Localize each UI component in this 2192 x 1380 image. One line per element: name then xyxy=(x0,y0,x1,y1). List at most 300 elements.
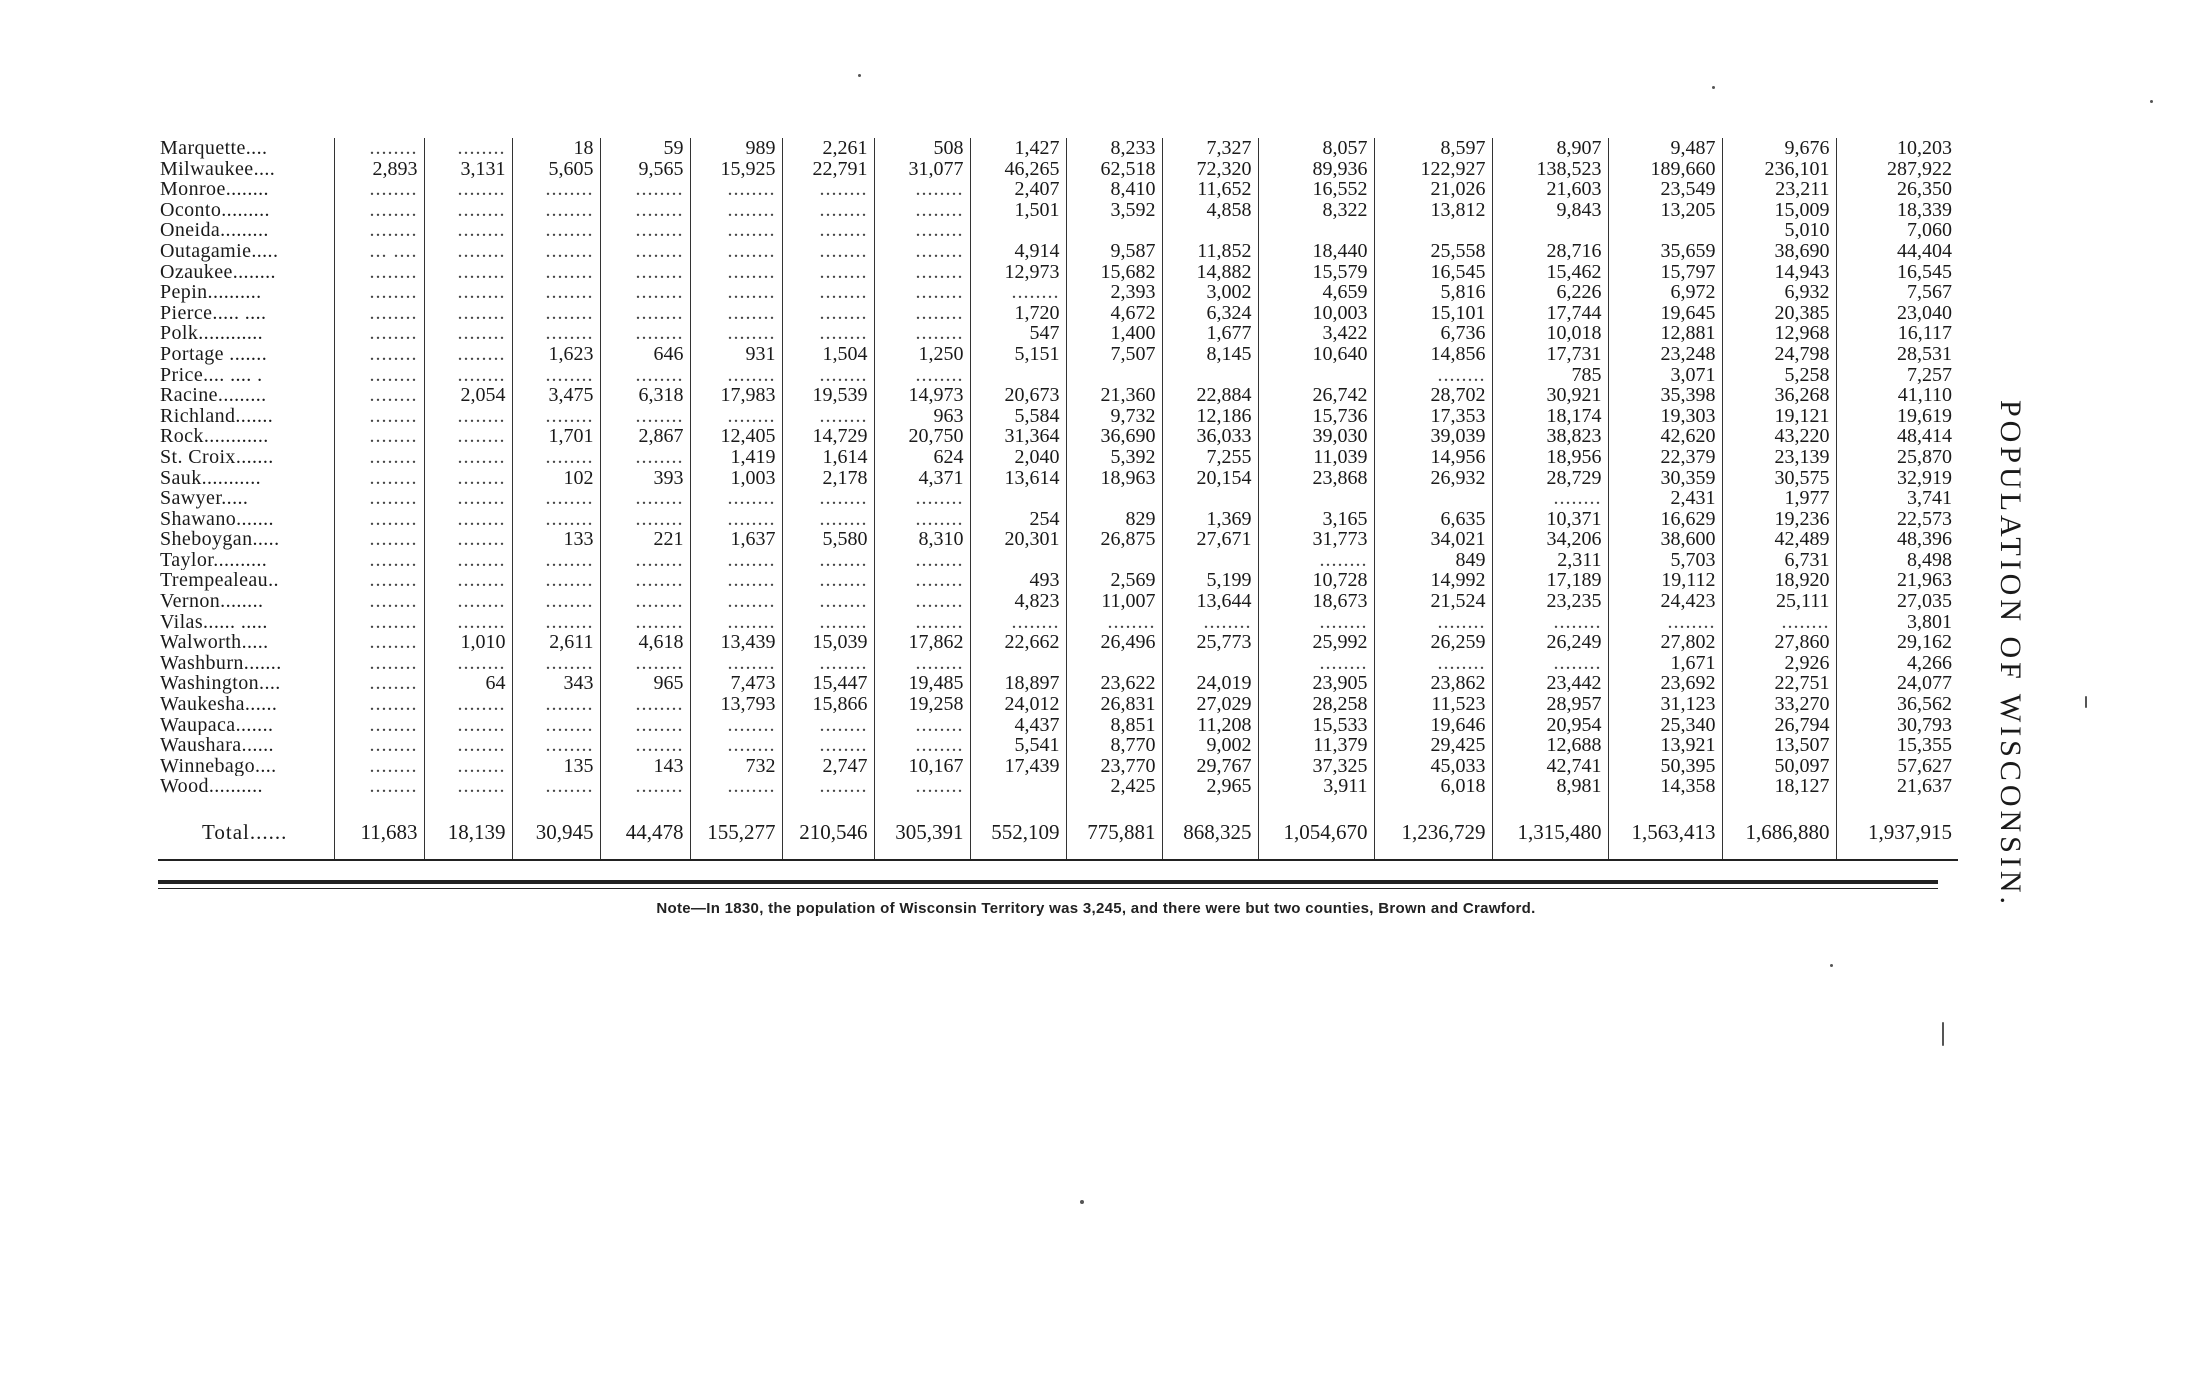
spacer-cell xyxy=(600,797,690,805)
scan-speck xyxy=(1942,1022,1944,1046)
population-cell: ........ xyxy=(334,447,424,468)
population-cell: 35,398 xyxy=(1608,385,1722,406)
population-cell: 12,973 xyxy=(970,262,1066,283)
population-cell: ........ xyxy=(874,179,970,200)
population-cell: 2,311 xyxy=(1492,550,1608,571)
population-cell: ........ xyxy=(874,550,970,571)
county-name: Ozaukee........ xyxy=(160,261,276,283)
population-cell: 13,921 xyxy=(1608,735,1722,756)
population-cell: 1,677 xyxy=(1162,323,1258,344)
population-cell: ........ xyxy=(512,694,600,715)
population-cell: 2,407 xyxy=(970,179,1066,200)
population-cell: 5,584 xyxy=(970,406,1066,427)
population-cell: 19,112 xyxy=(1608,570,1722,591)
population-cell: 18,174 xyxy=(1492,406,1608,427)
table-bottom-rule-thick xyxy=(158,880,1938,884)
population-cell: 2,261 xyxy=(782,138,874,159)
population-cell: 23,139 xyxy=(1722,447,1836,468)
population-cell: 33,270 xyxy=(1722,694,1836,715)
county-name: Waukesha...... xyxy=(160,694,278,715)
population-cell: 189,660 xyxy=(1608,159,1722,180)
population-cell: ........ xyxy=(424,303,512,324)
population-cell: ........ xyxy=(600,509,690,530)
population-cell: ........ xyxy=(424,282,512,303)
population-cell: ........ xyxy=(424,138,512,159)
population-cell: 221 xyxy=(600,529,690,550)
population-cell: ........ xyxy=(874,323,970,344)
table-row xyxy=(158,673,1958,694)
population-cell: 26,794 xyxy=(1722,715,1836,736)
table-row xyxy=(158,323,1958,344)
population-cell xyxy=(1258,488,1374,509)
table-row xyxy=(158,591,1958,612)
population-cell: ........ xyxy=(874,282,970,303)
population-cell: ........ xyxy=(600,735,690,756)
population-cell: 5,258 xyxy=(1722,365,1836,386)
population-cell: ........ xyxy=(512,200,600,221)
population-cell: ........ xyxy=(782,406,874,427)
population-cell: 21,360 xyxy=(1066,385,1162,406)
population-cell: ........ xyxy=(424,509,512,530)
population-cell: 6,018 xyxy=(1374,776,1492,797)
population-cell: ........ xyxy=(1374,612,1492,633)
population-cell: ........ xyxy=(782,550,874,571)
table-row xyxy=(158,468,1958,489)
population-cell: 26,875 xyxy=(1066,529,1162,550)
population-cell: 23,692 xyxy=(1608,673,1722,694)
population-cell: 2,569 xyxy=(1066,570,1162,591)
population-cell: ........ xyxy=(334,591,424,612)
population-cell: 5,605 xyxy=(512,159,600,180)
county-name: Trempealeau.. xyxy=(160,570,279,592)
population-cell: 7,473 xyxy=(690,673,782,694)
footnote: Note—In 1830, the population of Wisconsin Territory was 3,245, and there were but two counties, Brown and Crawford. xyxy=(656,900,1536,917)
population-cell: 18,127 xyxy=(1722,776,1836,797)
population-cell: 23,862 xyxy=(1374,673,1492,694)
population-cell: 2,425 xyxy=(1066,776,1162,797)
population-cell: 23,770 xyxy=(1066,756,1162,777)
population-cell: 8,907 xyxy=(1492,138,1608,159)
total-cell: 1,937,915 xyxy=(1836,805,1958,860)
population-cell: 7,060 xyxy=(1836,220,1958,241)
population-cell: ........ xyxy=(1722,612,1836,633)
population-cell: 965 xyxy=(600,673,690,694)
population-cell: 11,039 xyxy=(1258,447,1374,468)
population-cell xyxy=(1066,220,1162,241)
population-cell: 62,518 xyxy=(1066,159,1162,180)
population-cell: 1,369 xyxy=(1162,509,1258,530)
population-cell: ........ xyxy=(334,715,424,736)
population-cell: 30,359 xyxy=(1608,468,1722,489)
population-cell: ........ xyxy=(512,550,600,571)
population-cell: 28,957 xyxy=(1492,694,1608,715)
population-cell: 4,371 xyxy=(874,468,970,489)
population-cell: ........ xyxy=(1374,365,1492,386)
population-cell: ........ xyxy=(690,591,782,612)
population-cell: ........ xyxy=(600,653,690,674)
population-cell: 44,404 xyxy=(1836,241,1958,262)
population-cell: 15,579 xyxy=(1258,262,1374,283)
population-cell: 1,720 xyxy=(970,303,1066,324)
population-cell: ........ xyxy=(690,612,782,633)
population-cell: 13,812 xyxy=(1374,200,1492,221)
county-name: Walworth..... xyxy=(160,632,269,653)
population-cell: 6,318 xyxy=(600,385,690,406)
population-cell: ........ xyxy=(424,653,512,674)
population-cell: ........ xyxy=(512,323,600,344)
population-table xyxy=(158,138,1958,861)
population-cell xyxy=(1608,220,1722,241)
spacer-cell xyxy=(690,797,782,805)
population-cell: 8,597 xyxy=(1374,138,1492,159)
population-cell: 1,614 xyxy=(782,447,874,468)
population-cell: ........ xyxy=(512,570,600,591)
population-cell: 7,567 xyxy=(1836,282,1958,303)
population-cell: 15,533 xyxy=(1258,715,1374,736)
table-row xyxy=(158,570,1958,591)
county-name: Taylor.......... xyxy=(160,549,268,571)
population-cell: ........ xyxy=(600,715,690,736)
total-label: Total...... xyxy=(158,805,334,860)
population-cell: ........ xyxy=(334,385,424,406)
population-cell: 785 xyxy=(1492,365,1608,386)
population-cell: ........ xyxy=(690,303,782,324)
population-cell: 10,167 xyxy=(874,756,970,777)
population-cell: ........ xyxy=(424,179,512,200)
population-cell: ........ xyxy=(424,323,512,344)
population-cell: 122,927 xyxy=(1374,159,1492,180)
population-cell: 15,866 xyxy=(782,694,874,715)
population-cell: 36,033 xyxy=(1162,426,1258,447)
county-name: Waupaca....... xyxy=(160,714,274,736)
population-cell: 46,265 xyxy=(970,159,1066,180)
population-cell: 2,040 xyxy=(970,447,1066,468)
population-cell: ........ xyxy=(782,241,874,262)
population-cell: 8,057 xyxy=(1258,138,1374,159)
population-cell: ........ xyxy=(334,488,424,509)
spacer-cell xyxy=(970,797,1066,805)
population-cell: 26,496 xyxy=(1066,632,1162,653)
population-cell: ........ xyxy=(334,776,424,797)
population-cell: 3,422 xyxy=(1258,323,1374,344)
population-cell: 5,010 xyxy=(1722,220,1836,241)
population-cell: ........ xyxy=(334,138,424,159)
total-cell: 210,546 xyxy=(782,805,874,860)
population-cell: ........ xyxy=(1258,550,1374,571)
table-row xyxy=(158,159,1958,180)
population-cell: 15,447 xyxy=(782,673,874,694)
population-cell: 13,793 xyxy=(690,694,782,715)
population-cell: 12,405 xyxy=(690,426,782,447)
county-name: Portage ....... xyxy=(160,343,268,365)
county-name: Oconto......... xyxy=(160,199,270,221)
population-cell: 36,268 xyxy=(1722,385,1836,406)
population-cell: 24,019 xyxy=(1162,673,1258,694)
population-cell: 23,868 xyxy=(1258,468,1374,489)
population-cell: 22,791 xyxy=(782,159,874,180)
population-cell: 41,110 xyxy=(1836,385,1958,406)
population-cell: ........ xyxy=(334,323,424,344)
table-row xyxy=(158,632,1958,653)
running-head-text: POPULATION OF WISCONSIN. xyxy=(1994,400,2027,908)
total-cell: 44,478 xyxy=(600,805,690,860)
population-cell: ........ xyxy=(512,303,600,324)
spacer-cell xyxy=(1836,797,1958,805)
population-cell xyxy=(1162,220,1258,241)
population-cell: 8,981 xyxy=(1492,776,1608,797)
population-cell: 1,701 xyxy=(512,426,600,447)
population-cell: 18,339 xyxy=(1836,200,1958,221)
population-cell: 6,736 xyxy=(1374,323,1492,344)
population-cell: 16,552 xyxy=(1258,179,1374,200)
population-cell: 15,462 xyxy=(1492,262,1608,283)
population-cell: ........ xyxy=(334,344,424,365)
population-cell: 34,206 xyxy=(1492,529,1608,550)
population-cell: 9,843 xyxy=(1492,200,1608,221)
population-cell: 17,353 xyxy=(1374,406,1492,427)
population-cell: ........ xyxy=(334,612,424,633)
population-cell: 393 xyxy=(600,468,690,489)
county-name: Polk............ xyxy=(160,323,264,344)
population-cell: 18,920 xyxy=(1722,570,1836,591)
population-cell: 20,154 xyxy=(1162,468,1258,489)
population-cell: 18,956 xyxy=(1492,447,1608,468)
population-cell: 14,943 xyxy=(1722,262,1836,283)
population-cell: 5,816 xyxy=(1374,282,1492,303)
population-cell: 547 xyxy=(970,323,1066,344)
population-cell: 18,963 xyxy=(1066,468,1162,489)
spacer-cell xyxy=(1374,797,1492,805)
population-cell: 4,914 xyxy=(970,241,1066,262)
population-cell: 18,897 xyxy=(970,673,1066,694)
population-cell: 493 xyxy=(970,570,1066,591)
county-name: Wood.......... xyxy=(160,776,263,797)
population-cell: ........ xyxy=(782,179,874,200)
population-cell: ........ xyxy=(690,262,782,283)
population-cell: 3,741 xyxy=(1836,488,1958,509)
population-cell: 1,637 xyxy=(690,529,782,550)
population-cell: 8,498 xyxy=(1836,550,1958,571)
spacer-cell xyxy=(1258,797,1374,805)
population-cell: ........ xyxy=(334,220,424,241)
county-name: Oneida......... xyxy=(160,220,269,241)
population-cell: 14,973 xyxy=(874,385,970,406)
population-cell: 2,054 xyxy=(424,385,512,406)
population-cell: 59 xyxy=(600,138,690,159)
population-cell: 32,919 xyxy=(1836,468,1958,489)
population-cell: ........ xyxy=(970,282,1066,303)
population-cell: 36,562 xyxy=(1836,694,1958,715)
population-cell: 30,793 xyxy=(1836,715,1958,736)
population-cell: ........ xyxy=(424,756,512,777)
population-cell: ........ xyxy=(874,715,970,736)
population-cell: ........ xyxy=(874,591,970,612)
county-name: Pepin.......... xyxy=(160,282,262,303)
total-cell: 1,686,880 xyxy=(1722,805,1836,860)
population-cell: 7,257 xyxy=(1836,365,1958,386)
population-cell: ........ xyxy=(1258,612,1374,633)
table-row xyxy=(158,200,1958,221)
population-cell: ........ xyxy=(600,262,690,283)
population-cell: ........ xyxy=(874,365,970,386)
population-cell: 4,659 xyxy=(1258,282,1374,303)
population-cell: ........ xyxy=(874,776,970,797)
population-cell: 19,303 xyxy=(1608,406,1722,427)
population-cell: 3,002 xyxy=(1162,282,1258,303)
population-cell: 12,186 xyxy=(1162,406,1258,427)
population-cell: ........ xyxy=(782,262,874,283)
population-cell: 8,310 xyxy=(874,529,970,550)
population-cell: 19,485 xyxy=(874,673,970,694)
population-cell: 19,258 xyxy=(874,694,970,715)
population-cell: 19,646 xyxy=(1374,715,1492,736)
population-cell: 38,600 xyxy=(1608,529,1722,550)
table-row xyxy=(158,776,1958,797)
county-name: Monroe........ xyxy=(160,179,269,200)
population-cell: ........ xyxy=(334,632,424,653)
population-cell: ........ xyxy=(782,715,874,736)
population-cell: 19,121 xyxy=(1722,406,1836,427)
population-cell: 14,992 xyxy=(1374,570,1492,591)
population-cell: ........ xyxy=(1162,612,1258,633)
table-row xyxy=(158,612,1958,633)
population-cell: 2,747 xyxy=(782,756,874,777)
population-cell: 931 xyxy=(690,344,782,365)
population-cell xyxy=(1374,488,1492,509)
table-row xyxy=(158,344,1958,365)
population-cell: 16,117 xyxy=(1836,323,1958,344)
population-cell: 2,611 xyxy=(512,632,600,653)
population-cell: 24,077 xyxy=(1836,673,1958,694)
population-cell: ........ xyxy=(1066,612,1162,633)
population-cell: 38,823 xyxy=(1492,426,1608,447)
spacer-cell xyxy=(158,797,334,805)
scan-speck xyxy=(1830,964,1833,967)
population-cell: 8,410 xyxy=(1066,179,1162,200)
spacer-cell xyxy=(512,797,600,805)
population-cell: ........ xyxy=(424,447,512,468)
population-cell: 6,932 xyxy=(1722,282,1836,303)
county-name: Vernon........ xyxy=(160,591,264,612)
population-cell: 22,662 xyxy=(970,632,1066,653)
population-cell: 21,637 xyxy=(1836,776,1958,797)
population-cell xyxy=(970,776,1066,797)
population-cell: ........ xyxy=(424,406,512,427)
population-cell: 6,635 xyxy=(1374,509,1492,530)
population-cell: 13,614 xyxy=(970,468,1066,489)
population-cell: ........ xyxy=(690,220,782,241)
population-cell: 29,767 xyxy=(1162,756,1258,777)
population-cell: 36,690 xyxy=(1066,426,1162,447)
population-cell: ........ xyxy=(424,776,512,797)
population-cell: ........ xyxy=(424,241,512,262)
population-cell: ........ xyxy=(1492,612,1608,633)
population-cell: 24,798 xyxy=(1722,344,1836,365)
population-cell: ........ xyxy=(334,756,424,777)
population-cell: ........ xyxy=(970,612,1066,633)
population-cell: ........ xyxy=(334,673,424,694)
table-row xyxy=(158,365,1958,386)
population-cell: ........ xyxy=(512,715,600,736)
population-cell: ... .... xyxy=(334,241,424,262)
population-cell: 13,439 xyxy=(690,632,782,653)
table-row xyxy=(158,220,1958,241)
population-cell: 3,071 xyxy=(1608,365,1722,386)
population-cell: 17,862 xyxy=(874,632,970,653)
population-cell: ........ xyxy=(334,406,424,427)
population-cell: 15,355 xyxy=(1836,735,1958,756)
population-cell: 13,644 xyxy=(1162,591,1258,612)
total-row xyxy=(158,805,1958,860)
population-cell: ........ xyxy=(600,447,690,468)
population-cell: 7,327 xyxy=(1162,138,1258,159)
population-cell: ........ xyxy=(600,241,690,262)
population-cell: 849 xyxy=(1374,550,1492,571)
county-name: Milwaukee.... xyxy=(160,158,276,180)
population-cell: ........ xyxy=(690,241,782,262)
population-cell: 35,659 xyxy=(1608,241,1722,262)
population-cell: 22,884 xyxy=(1162,385,1258,406)
population-cell: ........ xyxy=(512,282,600,303)
population-cell: ........ xyxy=(874,262,970,283)
population-cell: 17,439 xyxy=(970,756,1066,777)
population-cell: 1,400 xyxy=(1066,323,1162,344)
population-cell: 624 xyxy=(874,447,970,468)
population-cell: 57,627 xyxy=(1836,756,1958,777)
population-cell: 133 xyxy=(512,529,600,550)
population-cell: ........ xyxy=(334,509,424,530)
population-cell xyxy=(1162,488,1258,509)
population-cell: ........ xyxy=(334,653,424,674)
population-cell: ........ xyxy=(1374,653,1492,674)
table-row xyxy=(158,509,1958,530)
population-cell: 19,236 xyxy=(1722,509,1836,530)
county-name: Sauk........... xyxy=(160,467,261,489)
population-cell: 37,325 xyxy=(1258,756,1374,777)
total-cell: 18,139 xyxy=(424,805,512,860)
population-cell: ........ xyxy=(782,735,874,756)
population-cell: 11,852 xyxy=(1162,241,1258,262)
population-cell: 23,905 xyxy=(1258,673,1374,694)
population-cell xyxy=(1066,365,1162,386)
population-cell: 102 xyxy=(512,468,600,489)
table-row xyxy=(158,735,1958,756)
population-cell: ........ xyxy=(600,200,690,221)
population-cell: ........ xyxy=(874,220,970,241)
population-cell: 31,123 xyxy=(1608,694,1722,715)
population-cell: ........ xyxy=(690,653,782,674)
population-cell: ........ xyxy=(424,735,512,756)
population-cell: 236,101 xyxy=(1722,159,1836,180)
population-cell: 20,385 xyxy=(1722,303,1836,324)
table-row xyxy=(158,262,1958,283)
population-cell: 732 xyxy=(690,756,782,777)
population-cell: 15,925 xyxy=(690,159,782,180)
population-cell: 4,823 xyxy=(970,591,1066,612)
table-row xyxy=(158,550,1958,571)
population-cell: 9,587 xyxy=(1066,241,1162,262)
population-cell: 7,255 xyxy=(1162,447,1258,468)
scan-speck xyxy=(1712,86,1715,89)
population-cell: ........ xyxy=(512,509,600,530)
population-cell: ........ xyxy=(874,653,970,674)
population-cell: 42,620 xyxy=(1608,426,1722,447)
population-cell: 11,007 xyxy=(1066,591,1162,612)
population-cell: ........ xyxy=(334,529,424,550)
population-cell: 6,972 xyxy=(1608,282,1722,303)
population-cell: 38,690 xyxy=(1722,241,1836,262)
spacer-cell xyxy=(334,797,424,805)
